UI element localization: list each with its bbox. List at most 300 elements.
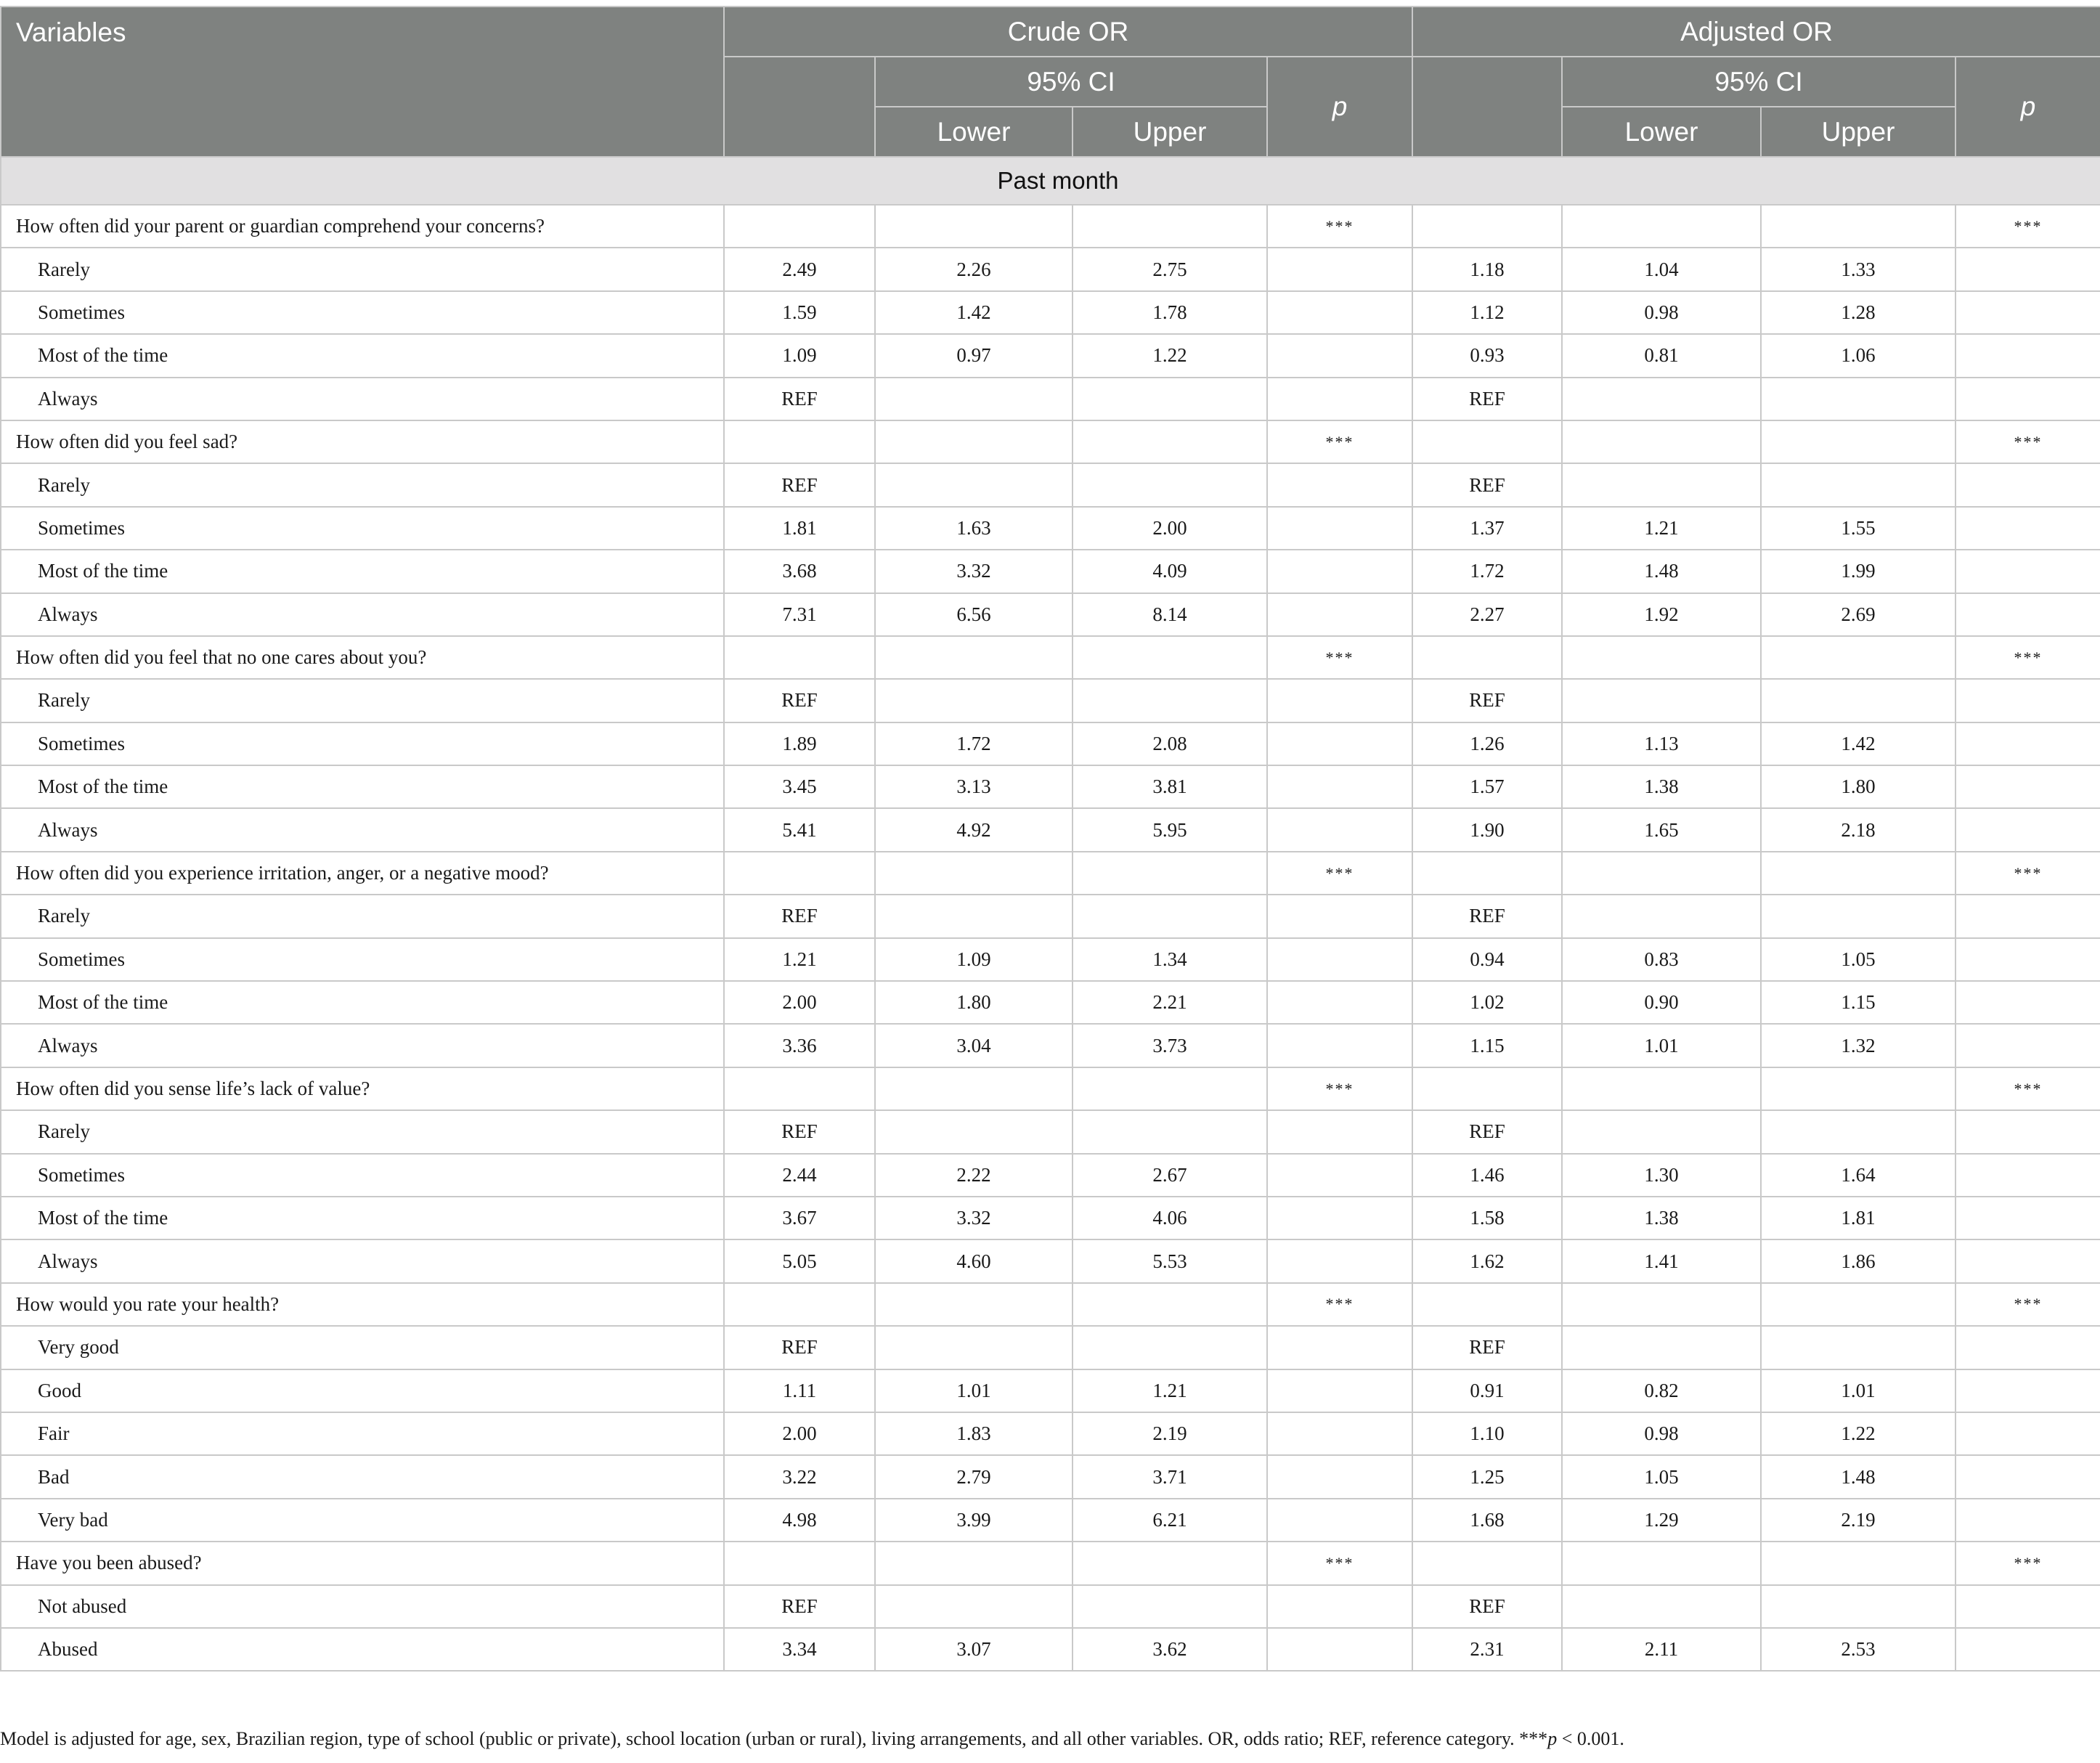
category-row [1, 291, 2100, 334]
question-row [1, 1542, 2100, 1584]
crude-ci-header: 95% CI [875, 57, 1267, 107]
crude-upper-cell: 3.71 [1073, 1455, 1267, 1498]
crude-upper-cell: 2.67 [1073, 1154, 1267, 1197]
crude-lower-cell [875, 1110, 1073, 1153]
adjusted-p-cell [1955, 378, 2100, 420]
crude-or-cell: 5.41 [724, 808, 875, 851]
category-label: Most of the time [1, 981, 724, 1024]
adjusted-p-cell [1955, 1628, 2100, 1671]
adjusted-p-cell [1955, 938, 2100, 981]
crude-upper-cell: 8.14 [1073, 593, 1267, 636]
crude-p-cell: *** [1267, 420, 1412, 463]
category-row [1, 895, 2100, 937]
crude-or-cell [724, 205, 875, 248]
table-header [1, 7, 2100, 157]
adjusted-upper-cell [1761, 679, 1955, 722]
crude-or-cell: REF [724, 895, 875, 937]
adjusted-p-cell [1955, 808, 2100, 851]
crude-p-cell [1267, 507, 1412, 550]
crude-p-cell [1267, 1239, 1412, 1282]
adjusted-upper-cell: 2.69 [1761, 593, 1955, 636]
adjusted-or-cell: REF [1412, 1585, 1562, 1628]
crude-lower-cell: 3.99 [875, 1499, 1073, 1542]
crude-upper-cell [1073, 420, 1267, 463]
adjusted-lower-cell [1562, 1542, 1761, 1584]
table-footnote [0, 1728, 1624, 1750]
crude-upper-cell: 2.00 [1073, 507, 1267, 550]
adjusted-p-cell [1955, 334, 2100, 377]
category-label: Very bad [1, 1499, 724, 1542]
crude-p-cell: *** [1267, 636, 1412, 679]
crude-upper-cell: 3.81 [1073, 765, 1267, 808]
crude-lower-cell: 3.13 [875, 765, 1073, 808]
adjusted-or-cell: 1.68 [1412, 1499, 1562, 1542]
adjusted-upper-cell: 2.19 [1761, 1499, 1955, 1542]
crude-p-cell: *** [1267, 852, 1412, 895]
adjusted-upper-cell: 1.22 [1761, 1412, 1955, 1455]
crude-upper-cell [1073, 463, 1267, 506]
adjusted-p-cell [1955, 1585, 2100, 1628]
table-body [1, 157, 2100, 1671]
adjusted-upper-cell [1761, 1283, 1955, 1326]
adjusted-upper-cell: 1.15 [1761, 981, 1955, 1024]
crude-upper-cell: 1.78 [1073, 291, 1267, 334]
crude-lower-cell: 3.04 [875, 1024, 1073, 1067]
crude-lower-cell: 2.26 [875, 248, 1073, 290]
crude-lower-cell [875, 378, 1073, 420]
crude-or-cell: 3.67 [724, 1197, 875, 1239]
adjusted-p-cell: *** [1955, 636, 2100, 679]
adjusted-p-cell [1955, 1239, 2100, 1282]
adjusted-or-cell: 1.62 [1412, 1239, 1562, 1282]
adjusted-lower-cell: 0.98 [1562, 1412, 1761, 1455]
adjusted-lower-cell: 0.81 [1562, 334, 1761, 377]
adjusted-or-cell: 1.57 [1412, 765, 1562, 808]
adjusted-p-cell [1955, 1455, 2100, 1498]
crude-upper-cell: 2.08 [1073, 722, 1267, 765]
crude-or-cell [724, 1283, 875, 1326]
adjusted-or-cell: REF [1412, 679, 1562, 722]
crude-p-cell [1267, 895, 1412, 937]
adjusted-lower-cell: 0.83 [1562, 938, 1761, 981]
crude-lower-cell: 2.22 [875, 1154, 1073, 1197]
category-label: Most of the time [1, 765, 724, 808]
adjusted-or-cell: REF [1412, 895, 1562, 937]
category-label: Sometimes [1, 291, 724, 334]
crude-or-cell [724, 420, 875, 463]
category-label: Abused [1, 1628, 724, 1671]
crude-or-cell: 3.45 [724, 765, 875, 808]
adjusted-p-cell [1955, 765, 2100, 808]
category-label: Most of the time [1, 550, 724, 593]
crude-or-cell [724, 636, 875, 679]
adjusted-or-cell: 1.02 [1412, 981, 1562, 1024]
category-row [1, 679, 2100, 722]
adjusted-or-cell: 1.10 [1412, 1412, 1562, 1455]
crude-upper-cell [1073, 895, 1267, 937]
question-row [1, 636, 2100, 679]
crude-upper-cell [1073, 378, 1267, 420]
category-label: Bad [1, 1455, 724, 1498]
crude-p-cell [1267, 1455, 1412, 1498]
crude-lower-cell [875, 420, 1073, 463]
crude-upper-cell [1073, 1283, 1267, 1326]
crude-p-cell [1267, 1326, 1412, 1369]
category-row [1, 463, 2100, 506]
crude-or-cell: 3.34 [724, 1628, 875, 1671]
adjusted-lower-cell: 1.30 [1562, 1154, 1761, 1197]
category-row [1, 938, 2100, 981]
adjusted-or-cell: REF [1412, 1326, 1562, 1369]
category-label: Good [1, 1369, 724, 1412]
adjusted-lower-cell: 2.11 [1562, 1628, 1761, 1671]
adjusted-or-cell [1412, 1067, 1562, 1110]
adjusted-p-cell [1955, 1110, 2100, 1153]
adjusted-p-cell: *** [1955, 420, 2100, 463]
category-row [1, 1024, 2100, 1067]
adjusted-or-cell: 0.94 [1412, 938, 1562, 981]
adjusted-p-cell [1955, 463, 2100, 506]
crude-lower-cell [875, 1283, 1073, 1326]
crude-upper-cell: 6.21 [1073, 1499, 1267, 1542]
crude-lower-cell: 4.60 [875, 1239, 1073, 1282]
category-label: Rarely [1, 463, 724, 506]
category-label: Rarely [1, 248, 724, 290]
adjusted-lower-cell: 1.48 [1562, 550, 1761, 593]
adjusted-lower-cell: 0.82 [1562, 1369, 1761, 1412]
adjusted-p-cell: *** [1955, 1283, 2100, 1326]
category-row [1, 765, 2100, 808]
crude-p-cell [1267, 1369, 1412, 1412]
crude-upper-cell [1073, 205, 1267, 248]
crude-lower-cell [875, 895, 1073, 937]
category-label: Rarely [1, 679, 724, 722]
category-row [1, 378, 2100, 420]
adjusted-or-cell: 1.58 [1412, 1197, 1562, 1239]
crude-lower-cell [875, 205, 1073, 248]
crude-or-cell: REF [724, 1326, 875, 1369]
adjusted-upper-cell: 1.55 [1761, 507, 1955, 550]
crude-lower-cell: 1.83 [875, 1412, 1073, 1455]
category-label: Most of the time [1, 334, 724, 377]
crude-p-header: p [1267, 57, 1412, 157]
adjusted-lower-cell [1562, 1326, 1761, 1369]
adjusted-lower-cell [1562, 895, 1761, 937]
section-label: Past month [1, 157, 2100, 205]
category-label: Sometimes [1, 507, 724, 550]
crude-upper-cell: 2.19 [1073, 1412, 1267, 1455]
crude-p-cell [1267, 378, 1412, 420]
crude-lower-cell [875, 1326, 1073, 1369]
category-label: Not abused [1, 1585, 724, 1628]
adjusted-p-cell: *** [1955, 852, 2100, 895]
category-row [1, 248, 2100, 290]
crude-or-cell [724, 1067, 875, 1110]
crude-or-cell [724, 852, 875, 895]
adjusted-p-cell [1955, 722, 2100, 765]
adjusted-p-cell [1955, 1326, 2100, 1369]
adjusted-lower-cell [1562, 205, 1761, 248]
adjusted-upper-cell: 1.33 [1761, 248, 1955, 290]
adjusted-upper-cell [1761, 1326, 1955, 1369]
category-row [1, 981, 2100, 1024]
category-row [1, 1369, 2100, 1412]
adjusted-upper-cell [1761, 378, 1955, 420]
adjusted-upper-cell: 1.32 [1761, 1024, 1955, 1067]
crude-p-cell [1267, 679, 1412, 722]
adjusted-lower-cell: 1.05 [1562, 1455, 1761, 1498]
crude-upper-cell [1073, 1326, 1267, 1369]
adjusted-or-cell [1412, 205, 1562, 248]
crude-or-cell: REF [724, 1110, 875, 1153]
crude-or-cell: 1.89 [724, 722, 875, 765]
adjusted-lower-cell: 0.98 [1562, 291, 1761, 334]
category-row [1, 808, 2100, 851]
crude-upper-header: Upper [1073, 107, 1267, 157]
adjusted-or-cell: 1.72 [1412, 550, 1562, 593]
crude-upper-cell: 5.53 [1073, 1239, 1267, 1282]
adjusted-or-cell: 2.27 [1412, 593, 1562, 636]
question-label: How often did you feel sad? [1, 420, 724, 463]
adjusted-or-cell: 1.90 [1412, 808, 1562, 851]
category-row [1, 1499, 2100, 1542]
crude-p-cell: *** [1267, 205, 1412, 248]
category-row [1, 1412, 2100, 1455]
crude-lower-cell: 3.32 [875, 550, 1073, 593]
adjusted-p-cell [1955, 1197, 2100, 1239]
crude-or-cell: REF [724, 463, 875, 506]
table-container [0, 6, 2100, 1672]
adjusted-lower-cell: 1.01 [1562, 1024, 1761, 1067]
adjusted-lower-cell [1562, 852, 1761, 895]
crude-lower-cell: 1.42 [875, 291, 1073, 334]
crude-or-cell: 1.81 [724, 507, 875, 550]
crude-p-cell [1267, 334, 1412, 377]
crude-lower-cell [875, 636, 1073, 679]
section-row [1, 157, 2100, 205]
category-row [1, 1326, 2100, 1369]
question-label: Have you been abused? [1, 1542, 724, 1584]
category-label: Sometimes [1, 938, 724, 981]
crude-p-cell [1267, 1197, 1412, 1239]
crude-lower-cell [875, 1542, 1073, 1584]
crude-p-cell [1267, 808, 1412, 851]
crude-or-cell: 3.36 [724, 1024, 875, 1067]
crude-upper-cell: 5.95 [1073, 808, 1267, 851]
crude-or-cell: 3.68 [724, 550, 875, 593]
crude-p-cell [1267, 765, 1412, 808]
category-row [1, 1585, 2100, 1628]
category-row [1, 1628, 2100, 1671]
adjusted-upper-cell: 1.81 [1761, 1197, 1955, 1239]
category-label: Always [1, 808, 724, 851]
adjusted-p-cell [1955, 248, 2100, 290]
adjusted-lower-cell [1562, 1110, 1761, 1153]
category-row [1, 550, 2100, 593]
crude-upper-cell: 2.21 [1073, 981, 1267, 1024]
adjusted-upper-cell: 1.86 [1761, 1239, 1955, 1282]
crude-or-cell: REF [724, 679, 875, 722]
adjusted-lower-cell: 1.65 [1562, 808, 1761, 851]
crude-lower-cell: 1.63 [875, 507, 1073, 550]
category-label: Always [1, 1024, 724, 1067]
adjusted-lower-cell: 1.29 [1562, 1499, 1761, 1542]
adjusted-upper-cell [1761, 895, 1955, 937]
adjusted-upper-header: Upper [1761, 107, 1955, 157]
crude-lower-header: Lower [875, 107, 1073, 157]
crude-lower-cell: 1.80 [875, 981, 1073, 1024]
adjusted-lower-cell: 1.38 [1562, 765, 1761, 808]
crude-lower-cell: 1.09 [875, 938, 1073, 981]
category-label: Always [1, 378, 724, 420]
adjusted-upper-cell [1761, 1542, 1955, 1584]
adjusted-p-cell [1955, 1024, 2100, 1067]
adjusted-p-cell [1955, 1154, 2100, 1197]
adjusted-upper-cell: 1.01 [1761, 1369, 1955, 1412]
category-row [1, 1197, 2100, 1239]
adjusted-p-header: p [1955, 57, 2100, 157]
adjusted-upper-cell: 2.53 [1761, 1628, 1955, 1671]
question-row [1, 1283, 2100, 1326]
question-row [1, 852, 2100, 895]
category-label: Most of the time [1, 1197, 724, 1239]
crude-p-cell [1267, 981, 1412, 1024]
adjusted-lower-cell [1562, 679, 1761, 722]
crude-p-cell [1267, 1499, 1412, 1542]
adjusted-upper-cell: 1.05 [1761, 938, 1955, 981]
crude-p-cell: *** [1267, 1283, 1412, 1326]
adjusted-lower-cell: 1.13 [1562, 722, 1761, 765]
question-row [1, 1067, 2100, 1110]
adjusted-or-cell [1412, 852, 1562, 895]
adjusted-p-cell [1955, 1369, 2100, 1412]
crude-upper-cell [1073, 852, 1267, 895]
adjusted-upper-cell: 1.06 [1761, 334, 1955, 377]
crude-p-cell [1267, 1412, 1412, 1455]
crude-lower-cell: 4.92 [875, 808, 1073, 851]
adjusted-p-cell [1955, 981, 2100, 1024]
crude-or-cell: 1.11 [724, 1369, 875, 1412]
crude-upper-cell [1073, 1110, 1267, 1153]
crude-upper-cell: 4.06 [1073, 1197, 1267, 1239]
question-row [1, 205, 2100, 248]
crude-upper-cell [1073, 1585, 1267, 1628]
adjusted-or-cell: 0.93 [1412, 334, 1562, 377]
adjusted-p-cell [1955, 895, 2100, 937]
crude-or-cell: REF [724, 378, 875, 420]
adjusted-lower-cell [1562, 463, 1761, 506]
category-row [1, 593, 2100, 636]
crude-or-cell: 3.22 [724, 1455, 875, 1498]
adjusted-or-cell [1412, 1542, 1562, 1584]
adjusted-p-cell: *** [1955, 1067, 2100, 1110]
adjusted-or-value-header [1412, 57, 1562, 157]
category-row [1, 1455, 2100, 1498]
adjusted-lower-cell [1562, 636, 1761, 679]
adjusted-upper-cell [1761, 463, 1955, 506]
adjusted-or-cell: 1.12 [1412, 291, 1562, 334]
adjusted-or-header: Adjusted OR [1412, 7, 2100, 57]
adjusted-p-cell [1955, 507, 2100, 550]
category-row [1, 1110, 2100, 1153]
adjusted-lower-cell: 1.21 [1562, 507, 1761, 550]
adjusted-lower-cell [1562, 1283, 1761, 1326]
crude-p-cell [1267, 1024, 1412, 1067]
crude-or-cell: 2.00 [724, 981, 875, 1024]
category-row [1, 507, 2100, 550]
crude-p-cell [1267, 463, 1412, 506]
crude-lower-cell: 2.79 [875, 1455, 1073, 1498]
footnote-threshold: < 0.001. [1557, 1728, 1624, 1749]
crude-lower-cell: 1.72 [875, 722, 1073, 765]
adjusted-upper-cell: 1.28 [1761, 291, 1955, 334]
adjusted-upper-cell [1761, 205, 1955, 248]
crude-upper-cell [1073, 1067, 1267, 1110]
question-label: How often did you experience irritation, anger, or a negative mood? [1, 852, 724, 895]
adjusted-upper-cell [1761, 1067, 1955, 1110]
adjusted-or-cell: 1.15 [1412, 1024, 1562, 1067]
crude-lower-cell [875, 1585, 1073, 1628]
question-label: How often did you sense life’s lack of value? [1, 1067, 724, 1110]
adjusted-p-cell [1955, 1412, 2100, 1455]
crude-or-cell [724, 1542, 875, 1584]
crude-upper-cell [1073, 636, 1267, 679]
crude-or-header: Crude OR [724, 7, 1412, 57]
adjusted-or-cell: 2.31 [1412, 1628, 1562, 1671]
crude-or-cell: 1.21 [724, 938, 875, 981]
crude-upper-cell: 1.22 [1073, 334, 1267, 377]
adjusted-lower-cell: 1.92 [1562, 593, 1761, 636]
footnote-p-symbol: p [1547, 1728, 1558, 1749]
adjusted-or-cell: 1.37 [1412, 507, 1562, 550]
adjusted-lower-cell [1562, 1585, 1761, 1628]
crude-or-cell: 5.05 [724, 1239, 875, 1282]
crude-lower-cell: 6.56 [875, 593, 1073, 636]
crude-p-cell [1267, 722, 1412, 765]
category-label: Always [1, 1239, 724, 1282]
adjusted-lower-cell [1562, 420, 1761, 463]
crude-p-cell [1267, 1110, 1412, 1153]
crude-lower-cell: 3.07 [875, 1628, 1073, 1671]
crude-p-cell [1267, 593, 1412, 636]
odds-ratio-table [0, 6, 2100, 1672]
category-label: Rarely [1, 1110, 724, 1153]
crude-p-cell [1267, 1154, 1412, 1197]
crude-p-cell [1267, 550, 1412, 593]
adjusted-lower-cell: 1.04 [1562, 248, 1761, 290]
crude-p-cell [1267, 1585, 1412, 1628]
adjusted-p-cell [1955, 593, 2100, 636]
crude-p-cell [1267, 248, 1412, 290]
crude-or-cell: 1.09 [724, 334, 875, 377]
crude-lower-cell [875, 463, 1073, 506]
category-label: Fair [1, 1412, 724, 1455]
adjusted-p-cell [1955, 550, 2100, 593]
adjusted-lower-cell: 1.38 [1562, 1197, 1761, 1239]
crude-upper-cell: 3.73 [1073, 1024, 1267, 1067]
question-label: How often did you feel that no one cares about you? [1, 636, 724, 679]
crude-p-cell [1267, 291, 1412, 334]
crude-lower-cell: 0.97 [875, 334, 1073, 377]
adjusted-or-cell [1412, 1283, 1562, 1326]
crude-lower-cell [875, 852, 1073, 895]
adjusted-or-cell: 1.46 [1412, 1154, 1562, 1197]
crude-or-cell: 2.44 [724, 1154, 875, 1197]
category-row [1, 334, 2100, 377]
crude-upper-cell [1073, 1542, 1267, 1584]
adjusted-lower-cell [1562, 378, 1761, 420]
adjusted-or-cell [1412, 420, 1562, 463]
